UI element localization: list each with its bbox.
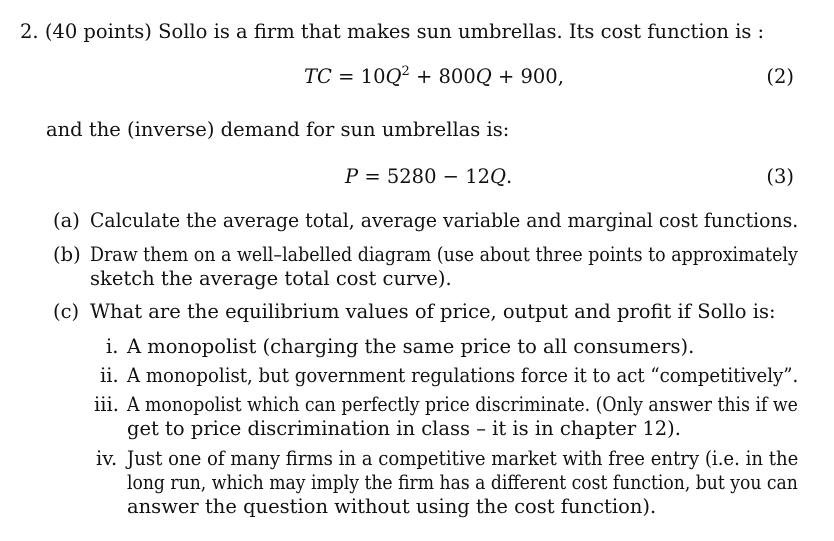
part-b (53, 243, 81, 267)
subpart-iv-text-line2: long run, which may imply the firm has a different cost function, but you can (127, 471, 798, 494)
subpart-ii-text: A monopolist, but government regulations force it to act “competitively”. (127, 364, 799, 387)
cost-function-equation (304, 65, 564, 89)
eq1-rhs-pre: = 10 (331, 65, 386, 88)
demand-equation (345, 165, 512, 189)
part-c-text: What are the equilibrium values of price, output and profit if Sollo is: (90, 300, 776, 323)
eq1-var2: Q (475, 65, 492, 88)
eq2-rhs: = 5280 − 12 (358, 165, 491, 188)
eq1-exponent: 2 (401, 63, 410, 79)
subpart-iv-text-line3: answer the question without using the cost function). (127, 495, 657, 518)
subpart-i-label: i. (106, 335, 119, 358)
eq2-tail: . (506, 165, 513, 188)
eq1-var1: Q (385, 65, 402, 88)
eq1-mid: + 800 (409, 65, 476, 88)
subpart-iii-label: iii. (94, 393, 119, 416)
eq1-lhs: TC (304, 65, 332, 88)
subpart-iii-text-line1: A monopolist which can perfectly price discriminate. (Only answer this if we (127, 393, 798, 416)
demand-intro: and the (inverse) demand for sun umbrellas is: (46, 118, 510, 141)
subpart-ii-label: ii. (100, 364, 119, 387)
equation-number-3: (3) (766, 165, 794, 188)
subpart-i-text: A monopolist (charging the same price to all consumers). (127, 335, 695, 358)
part-b-text-line2: sketch the average total cost curve). (90, 267, 452, 290)
problem-intro: (40 points) Sollo is a firm that makes sun umbrellas. Its cost function is : (44, 20, 765, 43)
eq2-var: Q (490, 165, 507, 188)
equation-number-2: (2) (766, 65, 794, 88)
part-label: (a) (53, 209, 80, 232)
subpart-iii-text-line2: get to price discrimination in class – it is in chapter 12). (127, 417, 681, 440)
part-label: (b) (53, 243, 81, 266)
problem-number: 2. (20, 20, 39, 43)
part-a (53, 209, 80, 233)
part-label: (c) (53, 300, 80, 323)
eq2-lhs: P (345, 165, 359, 188)
part-c (53, 300, 79, 324)
problem-header (20, 20, 764, 44)
subpart-iv-text-line1: Just one of many firms in a competitive market with free entry (i.e. in the (127, 447, 799, 470)
subpart-iv-label: iv. (96, 447, 118, 470)
part-b-text-line1: Draw them on a well–labelled diagram (use about three points to approximately (90, 243, 798, 266)
eq1-tail: + 900, (491, 65, 564, 88)
part-a-text: Calculate the average total, average variable and marginal cost functions. (90, 209, 799, 232)
